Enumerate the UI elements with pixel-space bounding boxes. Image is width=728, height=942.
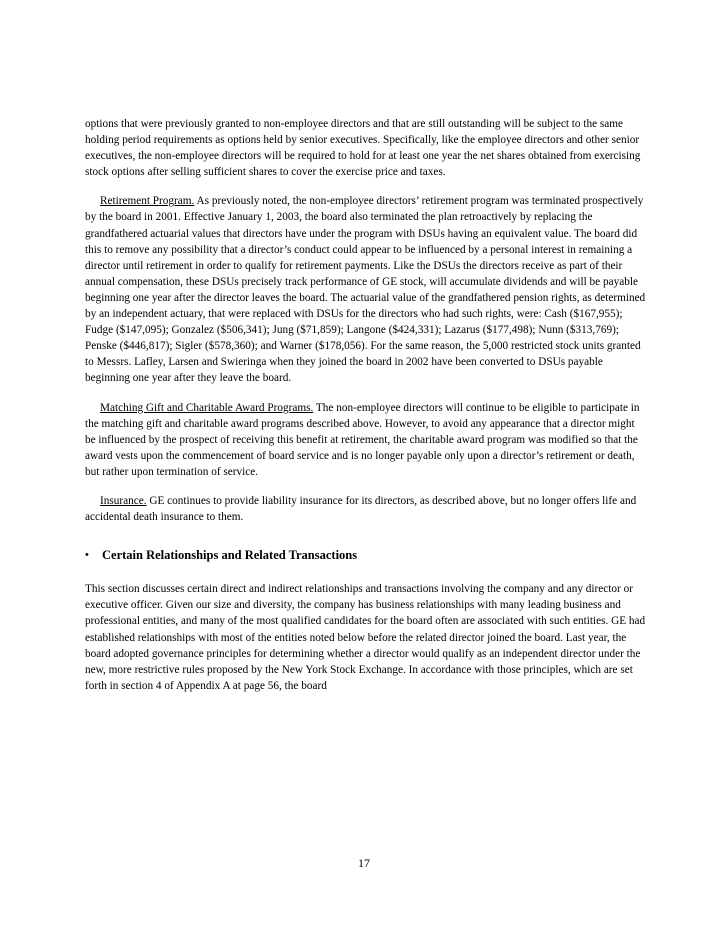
related-transactions-paragraph: This section discusses certain direct and indirect relationships and transactions involving the company and any director or executive officer. Given our size and diversity, the company has business relationships with many leading business and professional entities, and many of the most qualified candidates for the board often are associated with such entities. GE had established relationships with most of the entities noted below before the related director joined the board. Last year, the board adopted governance principles for determining whether a director would qualify as an independent director under the new, more restrictive rules proposed by the New York Stock Exchange. In accordance with those principles, which are set forth in section 4 of Appendix A at page 56, the board [85, 583, 646, 692]
bullet-icon: • [85, 549, 89, 562]
matching-gift-paragraph [85, 400, 647, 480]
matching-gift-text: The non-employee directors will continue to be eligible to participate in the matching gift and charitable award programs described above. However, to avoid any appearance that a director might be influenced by the prospect of receiving this benefit at retirement, the charitable award program was modified so that the award vests upon the commencement of board service and is no longer payable only upon a director’s retirement or death, but rather upon termination of service. [85, 401, 640, 478]
section-heading [85, 547, 647, 563]
retirement-program-paragraph [85, 193, 647, 386]
section-heading-text: Certain Relationships and Related Transactions [102, 548, 358, 563]
retirement-program-text: As previously noted, the non-employee directors’ retirement program was terminated prospectively by the board in 2001. Effective January 1, 2003, the board also terminated the plan retroactively by replacing the grandfathered actuarial values that directors have under the program with DSUs having an equivalent value. The board did this to remove any possibility that a director’s conduct could appear to be influenced by a personal interest in remaining a director until retirement in order to qualify for retirement payments. Like the DSUs the directors receive as part of their annual compensation, these DSUs precisely track performance of GE stock, will accumulate dividends and will be payable beginning one year after the director leaves the board. The actuarial value of the grandfathered pension rights, as determined by an independent actuary, that were replaced with DSUs for the directors who had such rights, were: Cash ($167,955); Fudge ($147,095); Gonzalez ($506,341); Jung ($71,859); Langone ($424,331); Lazarus ($177,498); Nunn ($313,769); Penske ($446,817); Sigler ($578,360); and Warner ($178,056). For the same reason, the 5,000 restricted stock units granted to Messrs. Lafley, Larsen and Swieringa when they joined the board in 2002 have been converted to DSUs payable beginning one year after they leave the board. [85, 195, 646, 385]
insurance-text: GE continues to provide liability insurance for its directors, as described above, but no longer offers life and accidental death insurance to them. [85, 494, 637, 524]
retirement-program-title: Retirement Program. [100, 195, 195, 208]
insurance-title: Insurance. [100, 494, 147, 507]
page-number: 17 [358, 856, 370, 870]
document-page [85, 116, 647, 707]
matching-gift-title: Matching Gift and Charitable Award Programs. [100, 401, 314, 414]
insurance-paragraph [85, 493, 647, 525]
options-holding-paragraph: options that were previously granted to non-employee directors and that are still outstanding will be subject to the same holding period requirements as options held by senior executives. Specifically, like the employee directors and other senior executives, the non-employee directors will be required to hold for at least one year the net shares obtained from exercising stock options after selling sufficient shares to cover the exercise price and taxes. [85, 118, 641, 179]
